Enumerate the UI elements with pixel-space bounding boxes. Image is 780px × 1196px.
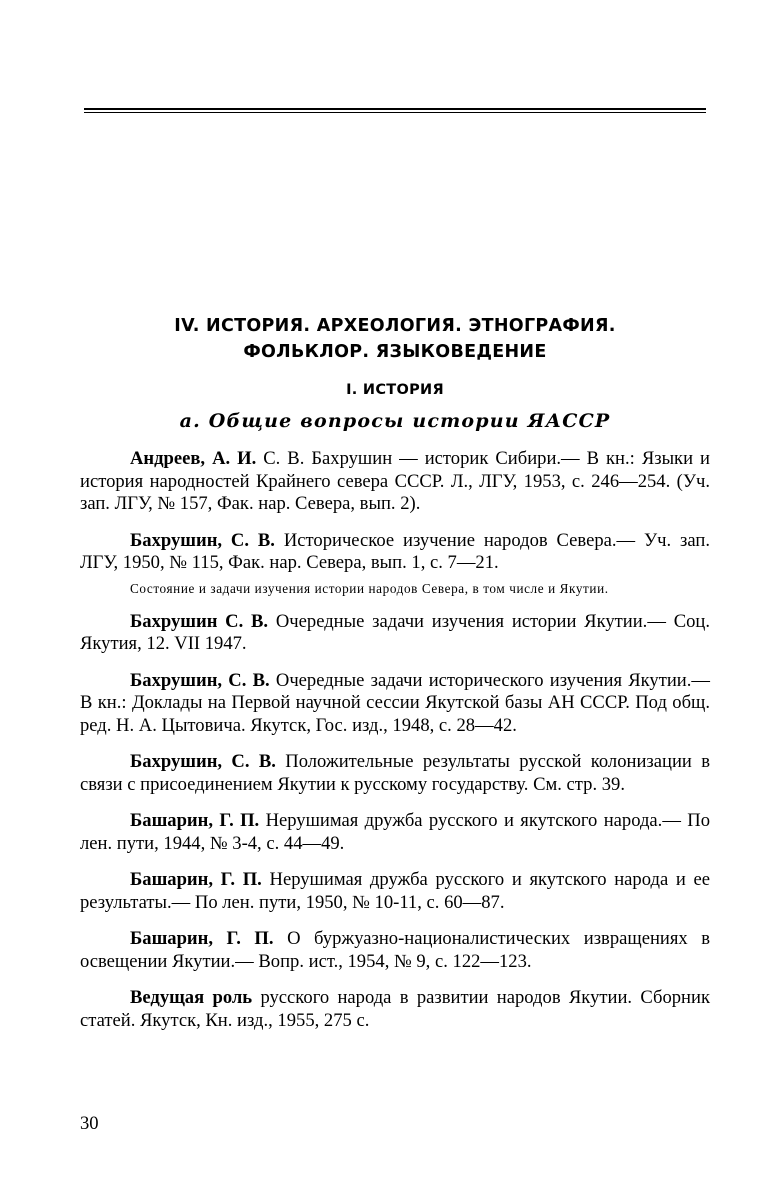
- bibliography-entry: [80, 987, 710, 1032]
- page-number: 30: [80, 1113, 99, 1134]
- entry-author: Башарин, Г. П.: [130, 928, 274, 949]
- header-double-rule: [84, 108, 706, 114]
- subsection-title: I. ИСТОРИЯ: [346, 382, 444, 398]
- entry-text: Очередные задачи исторического изучения Якутии.— В кн.: Доклады на Первой научной сессии Якутской базы АН СССР. Под общ. ред. Н. А. Цытовича. Якутск, Гос. изд., 1948, с. 28—42.: [80, 669, 710, 736]
- entry-author: Бахрушин, С. В.: [130, 751, 276, 772]
- bibliography-entry: [80, 670, 710, 738]
- rule-thick-line: [84, 108, 706, 110]
- entry-text: русского народа в развитии народов Якутии. Сборник статей. Якутск, Кн. изд., 1955, 275 с.: [80, 987, 710, 1031]
- entry-author: Бахрушин С. В.: [130, 610, 269, 632]
- bibliography-entry: [80, 928, 710, 973]
- entry-annotation: Состояние и задачи изучения истории народов Севера, в том числе и Якутии.: [130, 580, 609, 596]
- entry-text: Положительные результаты русской колонизации в связи с присоединением Якутии к русскому государству. См. стр. 39.: [80, 751, 710, 795]
- section-title-line1: IV. ИСТОРИЯ. АРХЕОЛОГИЯ. ЭТНОГРАФИЯ.: [174, 316, 616, 336]
- bibliography-entry: [80, 448, 710, 516]
- bibliography-entry: [80, 751, 710, 796]
- entry-author: Башарин, Г. П.: [130, 810, 260, 831]
- entry-author: Ведущая роль: [130, 987, 253, 1008]
- bibliography-entry: [80, 530, 710, 575]
- section-title-line2: ФОЛЬКЛОР. ЯЗЫКОВЕДЕНИЕ: [243, 342, 547, 362]
- entry-author: Андреев, А. И.: [130, 448, 257, 469]
- bibliography-list: [80, 448, 710, 1046]
- bibliography-entry: [80, 810, 710, 855]
- entry-author: Бахрушин, С. В.: [130, 669, 270, 691]
- entry-author: Башарин, Г. П.: [130, 869, 262, 890]
- entry-text: С. В. Бахрушин — историк Сибири.— В кн.: Языки и история народностей Крайнего севера СССР. Л., ЛГУ, 1953, с. 246—254. (Уч. зап. ЛГУ, № 157, Фак. нар. Севера, вып. 2).: [80, 448, 710, 514]
- entry-text: О буржуазно-националистических извращениях в освещении Якутии.— Вопр. ист., 1954, № 9, с. 122—123.: [80, 928, 710, 972]
- entry-text: Нерушимая дружба русского и якутского народа и ее результаты.— По лен. пути, 1950, № 10-11, с. 60—87.: [80, 869, 710, 913]
- bibliography-entry: [80, 869, 710, 914]
- subsubsection-title: а. Общие вопросы истории ЯАССР: [179, 410, 611, 432]
- entry-text: Нерушимая дружба русского и якутского народа.— По лен. пути, 1944, № 3-4, с. 44—49.: [80, 810, 710, 854]
- entry-text: Историческое изучение народов Севера.— Уч. зап. ЛГУ, 1950, № 115, Фак. нар. Севера, вып. 1, с. 7—21.: [80, 529, 710, 573]
- rule-thin-line: [84, 112, 706, 113]
- entry-text: Очередные задачи изучения истории Якутии.— Соц. Якутия, 12. VII 1947.: [80, 610, 710, 654]
- entry-author: Бахрушин, С. В.: [130, 529, 275, 551]
- bibliography-entry: [80, 611, 710, 656]
